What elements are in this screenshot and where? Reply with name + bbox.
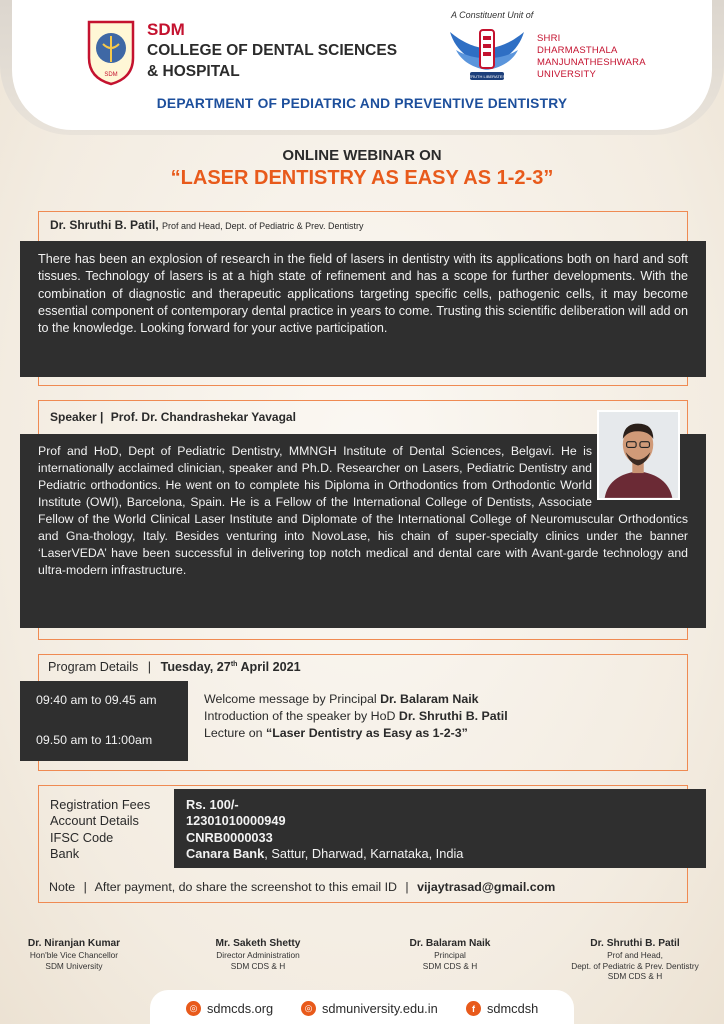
speaker-name: Prof. Dr. Chandrashekar Yavagal	[110, 410, 296, 424]
schedule-item-3-topic: “Laser Dentistry as Easy as 1-2-3”	[266, 726, 468, 740]
signatory-4-line-3: SDM CDS & H	[607, 971, 663, 981]
value-bank-name: Canara Bank	[186, 845, 265, 861]
footer-link-site1[interactable]	[186, 1001, 273, 1016]
globe-icon: ◎	[301, 1001, 316, 1016]
schedule-list	[204, 691, 508, 742]
signatory-4-line-2: Dept. of Pediatric & Prev. Dentistry	[571, 960, 699, 971]
footer-link-facebook[interactable]	[466, 1001, 538, 1016]
university-line-4: UNIVERSITY	[537, 69, 597, 80]
label-registration-fees: Registration Fees	[50, 797, 151, 812]
value-ifsc: CNRB0000033	[186, 829, 273, 845]
time-slot-2: 09.50 am to 11:00am	[36, 733, 153, 747]
department-title: DEPARTMENT OF PEDIATRIC AND PREVENTIVE DENTISTRY	[156, 96, 568, 111]
college-name	[147, 20, 397, 82]
schedule-item-3	[204, 725, 508, 742]
signatory-1-line-2: SDM University	[45, 960, 103, 971]
university-line-3: MANJUNATHESHWARA	[537, 57, 646, 68]
speaker-bio: Prof and HoD, Dept of Pediatric Dentistry, MMNGH Institute of Dental Sciences, Belgavi. He is internationally acclaimed clinician, speaker and Ph.D. Researcher on Lasers, Pediatric Dentistry and Pediatric orthodontics. He went on to complete his Diploma in Orthodontics from Orthodontic World Institute (OWI), Barcelona, Spain. He is a Fellow of the International College of Dentists, Associate Fellow of the World Clinical Laser Institute and Diplomate of the International College of Neuromuscular Orthodontics and Gna-thology, Italy. Besides venturing into NovoLase, his chain of super-specialty clinics under the banner ‘LaserVEDA’ have been successful in delivering top notch medical and dental care with Avant-garde technology and ultra-modern infrastructure.	[38, 444, 688, 577]
intro-header	[50, 218, 363, 232]
time-slot-1: 09:40 am to 09.45 am	[36, 693, 157, 707]
university-line-1: SHRI	[537, 33, 561, 44]
payment-note	[49, 880, 555, 894]
program-date-rest: April 2021	[237, 660, 301, 674]
program-date-day: Tuesday, 27	[160, 660, 231, 674]
footer-site2-text: sdmuniversity.edu.in	[322, 1001, 438, 1016]
program-label: Program Details	[48, 660, 139, 674]
program-date-suffix: th	[230, 660, 238, 668]
schedule-item-1-text: Welcome message by Principal	[204, 692, 381, 706]
college-logo-text: SDM	[104, 72, 118, 78]
footer-social-text: sdmcdsh	[487, 1001, 539, 1016]
webinar-title: “LASER DENTISTRY AS EASY AS 1-2-3”	[170, 167, 554, 189]
globe-icon: ◎	[186, 1001, 201, 1016]
intro-name: Dr. Shruthi B. Patil,	[50, 218, 159, 232]
intro-text: There has been an explosion of research in the field of lasers in dentistry with its applications both on hard and soft tissues. Technology of lasers is at a high state of refinement and has a scope for further developments. With the combination of diagnostic and therapeutic applications targeting specific cells, pathogenic cells, it may become essential component of contemporary dental practice in years to come. Trusting this scientific deliberation will add on to the knowledge. Looking forward for your active participation.	[20, 241, 706, 377]
signatory-1-name: Dr. Niranjan Kumar	[27, 938, 121, 949]
signatory-2-line-1: Director Administration	[216, 950, 300, 960]
schedule-item-2	[204, 708, 508, 725]
speaker-photo	[597, 410, 680, 500]
registration-values	[174, 789, 706, 868]
signatory-3-line-1: Principal	[434, 950, 466, 960]
footer-link-site2[interactable]	[301, 1001, 438, 1016]
program-separator: |	[147, 660, 152, 674]
college-logo	[85, 18, 137, 86]
schedule-item-2-person: Dr. Shruthi B. Patil	[398, 709, 508, 723]
schedule-item-1	[204, 691, 508, 708]
signatory-1-line-1: Hon'ble Vice Chancellor	[29, 950, 119, 960]
value-fee: Rs. 100/-	[186, 797, 239, 812]
university-logo-ribbon: TRUTH LIBERATES	[468, 74, 506, 79]
label-ifsc-code: IFSC Code	[50, 829, 114, 845]
signatory-4-line-1: Prof and Head,	[607, 950, 663, 960]
note-separator-1: |	[83, 880, 87, 894]
college-abbrev: SDM	[147, 20, 185, 39]
signatory-2-name: Mr. Saketh Shetty	[215, 938, 301, 949]
label-bank: Bank	[50, 845, 80, 861]
contact-email[interactable]: vijaytrasad@gmail.com	[417, 880, 556, 894]
webinar-heading: ONLINE WEBINAR ON	[282, 147, 442, 164]
schedule-item-2-text: Introduction of the speaker by HoD	[204, 709, 399, 723]
value-account: 12301010000949	[186, 813, 286, 829]
constituent-label: A Constituent Unit of	[451, 10, 534, 20]
university-line-2: DHARMASTHALA	[537, 45, 618, 56]
program-header	[48, 660, 301, 674]
signatory-1	[4, 937, 144, 971]
signatory-2	[188, 937, 328, 971]
college-line-2: & HOSPITAL	[147, 63, 240, 80]
program-date	[161, 660, 301, 674]
signatory-3-line-2: SDM CDS & H	[422, 960, 478, 971]
registration-labels	[50, 797, 150, 862]
note-separator-2: |	[405, 880, 409, 894]
signatory-2-line-2: SDM CDS & H	[230, 960, 286, 971]
footer-site1-text: sdmcds.org	[207, 1001, 274, 1016]
facebook-icon: f	[466, 1001, 481, 1016]
speaker-header	[50, 410, 296, 424]
label-account-details: Account Details	[50, 813, 139, 829]
signatory-4	[548, 937, 722, 982]
note-label: Note	[49, 880, 76, 894]
value-bank	[186, 846, 694, 862]
schedule-item-3-text: Lecture on	[204, 726, 266, 740]
university-name	[537, 33, 646, 81]
signatory-3-name: Dr. Balaram Naik	[409, 938, 491, 949]
university-logo	[448, 24, 526, 86]
value-bank-address: , Sattur, Dharwad, Karnataka, India	[264, 845, 464, 861]
signatory-3	[380, 937, 520, 971]
college-line-1: COLLEGE OF DENTAL SCIENCES	[147, 42, 398, 59]
time-panel	[20, 681, 188, 761]
intro-role: Prof and Head, Dept. of Pediatric & Prev. Dentistry	[162, 221, 364, 231]
speaker-label: Speaker |	[50, 410, 104, 424]
note-text: After payment, do share the screenshot to this email ID	[94, 880, 397, 894]
signatory-4-name: Dr. Shruthi B. Patil	[590, 938, 680, 949]
schedule-item-1-person: Dr. Balaram Naik	[380, 692, 479, 706]
